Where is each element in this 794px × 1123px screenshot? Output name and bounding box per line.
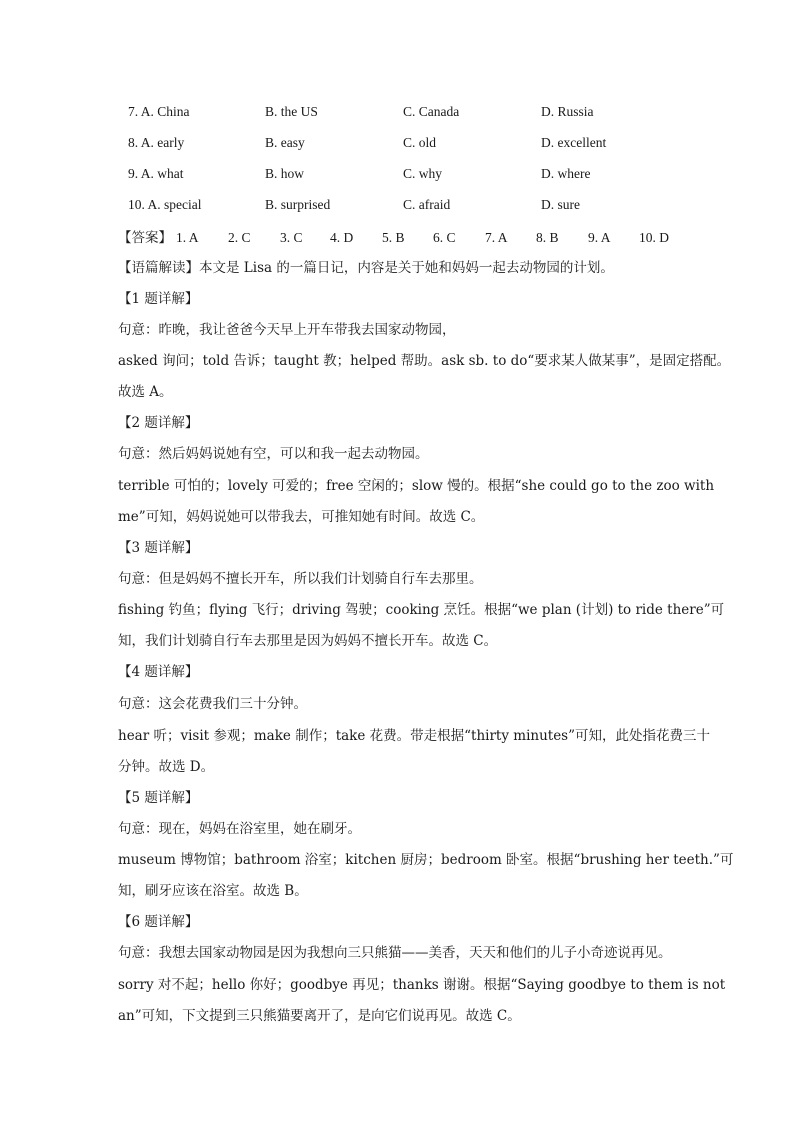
option-b: B. surprised	[265, 197, 331, 212]
section-heading-q2: 【2 题详解】	[118, 415, 199, 431]
answer-item: 3. C	[280, 230, 303, 245]
explanation-line: asked 询问；told 告诉；taught 教；helped 帮助。ask sb. to do“要求某人做某事”，是固定搭配。	[118, 353, 731, 369]
option-a: 9. A. what	[128, 166, 184, 181]
option-d: D. where	[541, 166, 591, 181]
sentence-meaning: 句意：现在，妈妈在浴室里，她在刷牙。	[118, 821, 361, 837]
explanation-line: 故选 A。	[118, 384, 173, 400]
answer-label: 【答案】	[118, 230, 172, 246]
section-heading-q5: 【5 题详解】	[118, 790, 199, 806]
explanation-line: 知，刷牙应该在浴室。故选 B。	[118, 883, 308, 899]
answer-item: 4. D	[330, 230, 354, 245]
section-heading-q6: 【6 题详解】	[118, 914, 199, 930]
option-d: D. Russia	[541, 104, 594, 119]
explanation-line: an”可知，下文提到三只熊猫要离开了，是向它们说再见。故选 C。	[118, 1008, 521, 1024]
section-heading-q1: 【1 题详解】	[118, 291, 199, 307]
explanation-line: 分钟。故选 D。	[118, 759, 215, 775]
answer-key	[118, 227, 698, 249]
explanation-line: museum 博物馆；bathroom 浴室；kitchen 厨房；bedroom 卧室。根据“brushing her teeth.”可	[118, 852, 734, 868]
answer-item: 5. B	[382, 230, 405, 245]
sentence-meaning: 句意：昨晚，我让爸爸今天早上开车带我去国家动物园，	[118, 322, 456, 338]
option-a: 8. A. early	[128, 135, 185, 150]
answer-item: 6. C	[433, 230, 456, 245]
passage-summary: 【语篇解读】本文是 Lisa 的一篇日记，内容是关于她和妈妈一起去动物园的计划。	[118, 260, 614, 276]
sentence-meaning: 句意：然后妈妈说她有空，可以和我一起去动物园。	[118, 446, 429, 462]
explanation-line: me”可知，妈妈说她可以带我去，可推知她有时间。故选 C。	[118, 509, 485, 525]
explanation-line: fishing 钓鱼；flying 飞行；driving 驾驶；cooking 烹饪。根据“we plan (计划) to ride there”可	[118, 602, 725, 618]
answer-item: 1. A	[176, 230, 199, 245]
answer-item: 7. A	[485, 230, 508, 245]
option-c: C. old	[403, 135, 437, 150]
option-b: B. how	[265, 166, 305, 181]
answer-item: 2. C	[228, 230, 251, 245]
answer-item: 10. D	[639, 230, 669, 245]
option-c: C. afraid	[403, 197, 451, 212]
explanation-line: terrible 可怕的；lovely 可爱的；free 空闲的；slow 慢的。根据“she could go to the zoo with	[118, 478, 715, 494]
explanation-line: 知，我们计划骑自行车去那里是因为妈妈不擅长开车。故选 C。	[118, 633, 498, 649]
option-row-q7	[128, 102, 688, 122]
section-heading-q3: 【3 题详解】	[118, 540, 199, 556]
option-a: 7. A. China	[128, 104, 190, 119]
sentence-meaning: 句意：这会花费我们三十分钟。	[118, 696, 307, 712]
section-heading-q4: 【4 题详解】	[118, 664, 199, 680]
option-a: 10. A. special	[128, 197, 202, 212]
explanation-line: hear 听；visit 参观；make 制作；take 花费。带走根据“thirty minutes”可知，此处指花费三十	[118, 728, 711, 744]
answer-item: 8. B	[536, 230, 559, 245]
option-row-q8	[128, 133, 688, 153]
sentence-meaning: 句意：但是妈妈不擅长开车，所以我们计划骑自行车去那里。	[118, 571, 483, 587]
option-d: D. sure	[541, 197, 580, 212]
explanation-line: sorry 对不起；hello 你好；goodbye 再见；thanks 谢谢。根据“Saying goodbye to them is not	[118, 977, 726, 993]
option-row-q10	[128, 195, 688, 215]
option-row-q9	[128, 164, 688, 184]
answer-item: 9. A	[588, 230, 611, 245]
option-b: B. the US	[265, 104, 318, 119]
option-c: C. Canada	[403, 104, 460, 119]
option-c: C. why	[403, 166, 443, 181]
sentence-meaning: 句意：我想去国家动物园是因为我想向三只熊猫——美香，天天和他们的儿子小奇迹说再见。	[118, 945, 672, 961]
option-d: D. excellent	[541, 135, 607, 150]
option-b: B. easy	[265, 135, 305, 150]
